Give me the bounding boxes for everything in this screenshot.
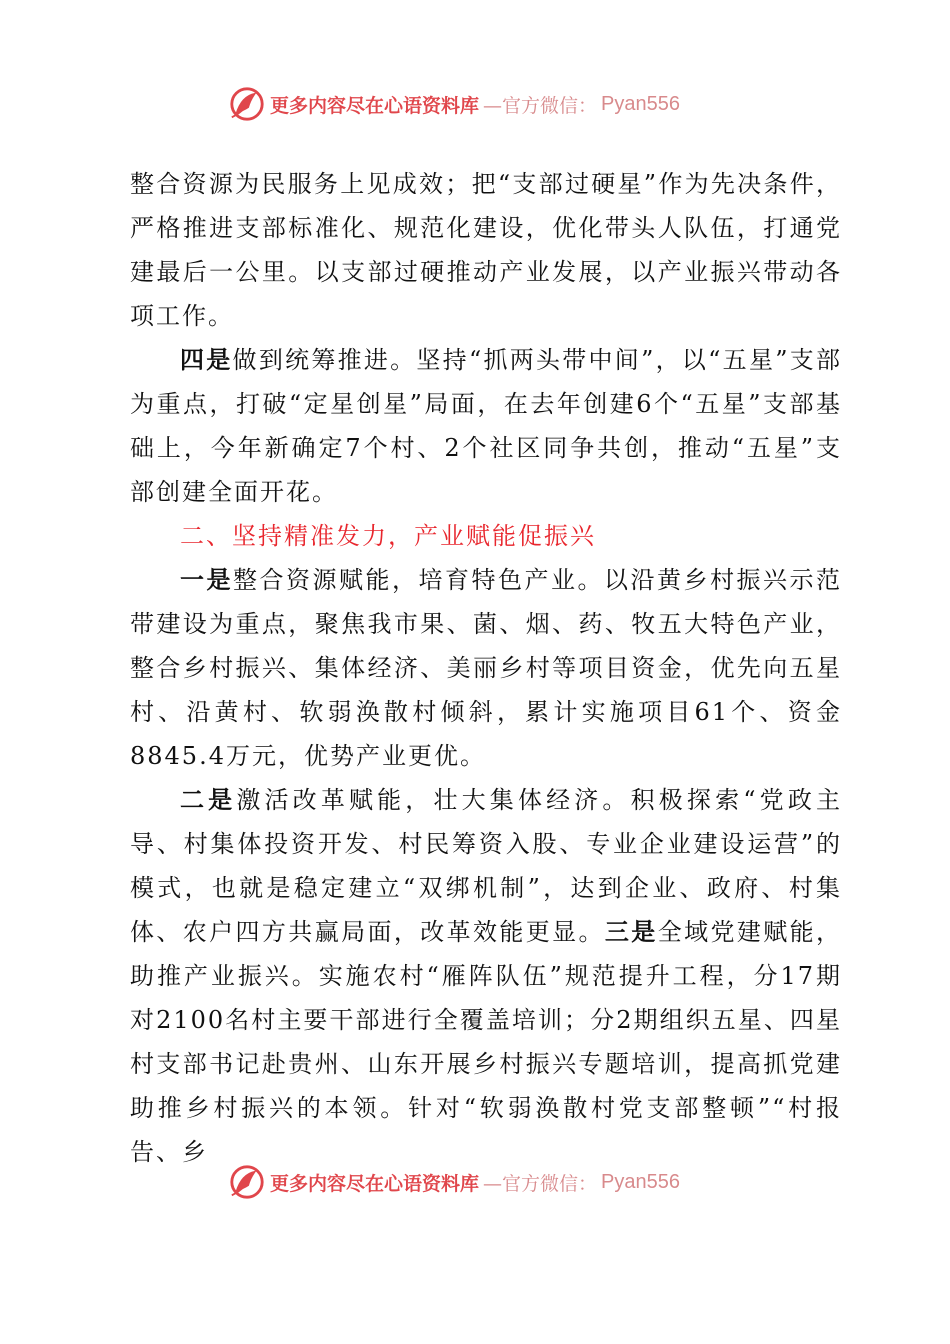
section-heading: 二、坚持精准发力，产业赋能促振兴 — [180, 522, 596, 550]
paragraph-2 — [130, 338, 842, 514]
watermark-wechat-id: Pyan556 — [601, 92, 680, 115]
pen-logo-icon — [228, 1163, 266, 1201]
paragraph-3 — [130, 558, 842, 778]
paragraph-2-lead: 四是 — [180, 345, 233, 374]
paragraph-4-text-b: 全域党建赋能，助推产业振兴。实施农村“雁阵队伍”规范提升工程，分17期对2100名村主要干部进行全覆盖培训；分2期组织五星、四星村支部书记赴贵州、山东开展乡村振兴专题培训，提高抓党建助推乡村振兴的本领。针对“软弱涣散村党支部整顿”“村报告、乡 — [130, 918, 843, 1166]
watermark-main-text: 更多内容尽在心语资料库 — [270, 1172, 480, 1195]
watermark-dash-text: —官方微信： — [483, 94, 598, 117]
paragraph-3-text: 整合资源赋能，培育特色产业。以沿黄乡村振兴示范带建设为重点，聚焦我市果、菌、烟、药、牧五大特色产业，整合乡村振兴、集体经济、美丽乡村等项目资金，优先向五星村、沿黄村、软弱涣散村倾斜，累计实施项目61个、资金8845.4万元，优势产业更优。 — [130, 566, 842, 770]
paragraph-4-text-a: 激活改革赋能，壮大集体经济。积极探索“党政主导、村集体投资开发、村民筹资入股、专业企业建设运营”的模式，也就是稳定建立“双绑机制”，达到企业、政府、村集体、农户四方共赢局面，改革效能更显。 — [130, 786, 842, 946]
paragraph-2-text: 做到统筹推进。坚持“抓两头带中间”，以“五星”支部为重点，打破“定星创星”局面，在去年创建6个“五星”支部基础上，今年新确定7个村、2个社区同争共创，推动“五星”支部创建全面开花。 — [130, 346, 843, 506]
watermark-main-text: 更多内容尽在心语资料库 — [270, 94, 480, 117]
paragraph-4-lead-2: 三是 — [604, 917, 658, 946]
watermark-header — [228, 84, 680, 124]
watermark-dash-text: —官方微信： — [483, 1172, 598, 1195]
paragraph-3-lead: 一是 — [180, 565, 233, 594]
watermark-footer — [228, 1162, 680, 1202]
paragraph-1 — [130, 162, 842, 338]
pen-logo-icon — [228, 85, 266, 123]
watermark-wechat-id: Pyan556 — [601, 1170, 680, 1193]
paragraph-4-lead: 二是 — [180, 785, 237, 814]
paragraph-4 — [130, 778, 842, 1174]
paragraph-1-text: 整合资源为民服务上见成效；把“支部过硬星”作为先决条件，严格推进支部标准化、规范化建设，优化带头人队伍，打通党建最后一公里。以支部过硬推动产业发展，以产业振兴带动各项工作。 — [130, 170, 842, 330]
document-body — [130, 162, 842, 1174]
